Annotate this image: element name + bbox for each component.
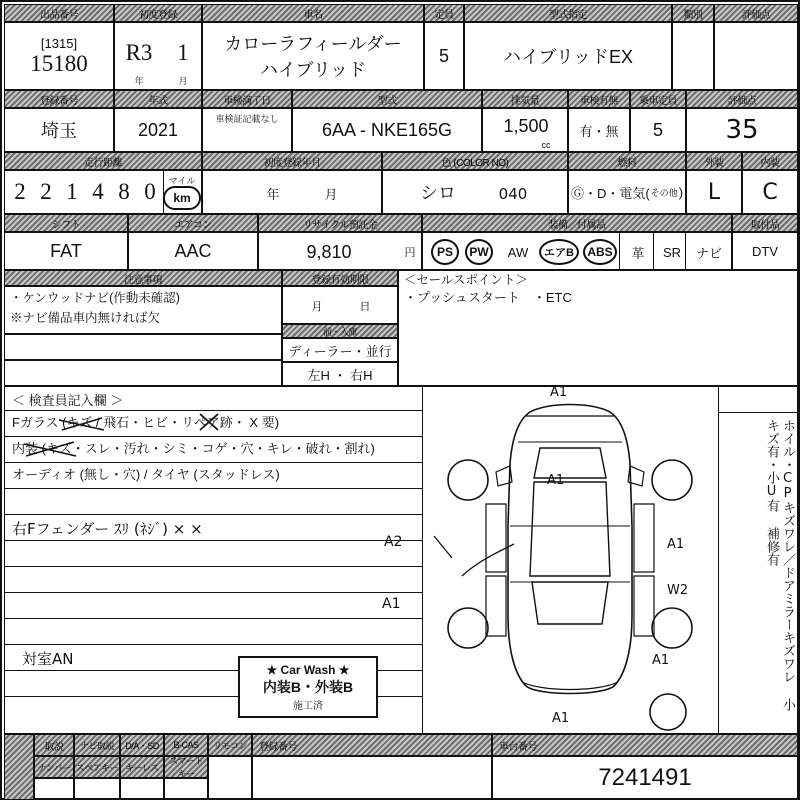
sales-point-header (398, 270, 798, 286)
header-first-registration: 初度登録 (114, 4, 202, 22)
mileage-digit-6: 0 (144, 179, 156, 204)
shift-cell: FAT (4, 232, 128, 270)
grade-cell: ハイブリッドEX (464, 22, 672, 90)
header-score: 評価点 (714, 4, 798, 22)
header-shift: シフト (4, 214, 128, 232)
color-cell (382, 170, 568, 214)
right-panel-text: ホイル・CPキズワレ／ドアミラーキズワレ 小キズ有・小U有 補修有 (764, 419, 795, 711)
mileage-digit-3: 1 (66, 179, 78, 204)
displacement-value: 1,500 (503, 115, 549, 136)
mileage-digit-5: 8 (118, 179, 130, 204)
header-import: 前・入庫 (282, 324, 398, 338)
class-cell (672, 22, 714, 90)
equip-aw: AW (507, 244, 529, 260)
header-seats: 定員 (424, 4, 464, 22)
interior-grade-cell: C (742, 170, 798, 214)
svg-text:A1: A1 (547, 473, 565, 488)
mileage-digit-4: 4 (92, 179, 104, 204)
lot-code: [1315] (40, 35, 78, 51)
footer-header-dasd: D/A・SD (120, 734, 164, 756)
header-recycle: リサイクル預託金 (258, 214, 422, 232)
mileage-digit-1: 2 (14, 179, 26, 204)
recycle-unit: 円 (404, 247, 416, 259)
car-wash-box (238, 656, 378, 718)
header-interior: 内装 (742, 152, 798, 170)
footer-remote-cell (208, 756, 252, 800)
header-notes: 注意事項 (4, 270, 282, 286)
inspector-handwritten-marks (4, 410, 422, 540)
aircon-cell: AAC (128, 232, 258, 270)
fuel-text: Ⓖ・D・電気( (570, 185, 650, 201)
fuel-other-label: その他 (650, 187, 678, 198)
svg-text:W2: W2 (667, 583, 689, 598)
era-value: R3 (125, 40, 153, 65)
inspector-line-1: Fガラス (キズ / 飛石・ヒビ・リペア跡・ X 要) (12, 415, 280, 430)
footer-stamp-box (4, 734, 34, 800)
right-notes-panel (718, 386, 798, 734)
first-reg-date-cell (202, 170, 382, 214)
svg-text:A1: A1 (667, 537, 685, 552)
header-lot-number: 出品番号 (4, 4, 114, 22)
inspector-hand-note-1: 右Fフェンダー ｽﾘ (ﾈｼﾞ) × × (12, 520, 203, 538)
fuel-close: ) (678, 184, 684, 200)
footer-registration-number-cell (252, 756, 492, 800)
year-cell: 2021 (114, 108, 202, 152)
footer-header-bcas: B-CAS (164, 734, 208, 756)
displacement-cell (482, 108, 568, 152)
equip-leather: 革 (631, 245, 645, 261)
footer-header-navi-manual: ナビ取説 (74, 734, 120, 756)
color-name: シロ (420, 183, 456, 203)
note-line-2: ※ナビ備品車内無ければ欠 (10, 311, 161, 325)
inspector-line-3: オーディオ (無し・穴) / タイヤ (スタッドレス) (12, 467, 280, 482)
right-panel-header (719, 387, 799, 413)
footer-blank-4 (164, 778, 208, 800)
inspector-hand-note-2: 対室AN (22, 650, 74, 668)
vehicle-damage-diagram (422, 386, 718, 734)
car-name-cell (202, 22, 424, 90)
footer-header-number-plate: ナンバー (34, 756, 74, 778)
equip-navi: ナビ (695, 245, 722, 261)
fuel-cell (568, 170, 686, 214)
inspector-header: ＜ 検査員記入欄 ＞ (12, 393, 124, 408)
header-shaken-date: 車検満了日 (202, 90, 292, 108)
exterior-grade-cell: L (686, 170, 742, 214)
lot-number: 15180 (30, 50, 88, 76)
sales-point-cell (398, 286, 798, 386)
reg-month-label: 月 (324, 186, 338, 202)
sales-point-line: ・プッシュスタート ・ETC (404, 290, 572, 305)
model-code-cell: 6AA - NKE165G (292, 108, 482, 152)
svg-text:A1: A1 (550, 386, 568, 400)
first-registration-cell (114, 22, 202, 90)
mileage-unit-mile: マイル (168, 175, 196, 186)
svg-text:A1: A1 (652, 653, 670, 668)
month-value: 1 (177, 40, 189, 65)
capacity-cell: 5 (630, 108, 686, 152)
equip-pw: PW (465, 239, 493, 265)
header-first-reg-date: 初度登録年月 (202, 152, 382, 170)
footer-header-smart-key: スマートキー (164, 756, 208, 778)
header-exterior: 外装 (686, 152, 742, 170)
notes-blank-row-1 (4, 334, 282, 360)
footer-header-keyless: キーレス (120, 756, 164, 778)
region-cell: 埼玉 (4, 108, 114, 152)
car-wash-title: ★ Car Wash ★ (266, 662, 350, 677)
color-number: 040 (498, 185, 528, 203)
header-region: 登録番号 (4, 90, 114, 108)
displacement-unit: cc (541, 140, 551, 150)
footer-blank-2 (74, 778, 120, 800)
diagram-mark-a1-left: A1 (382, 596, 401, 612)
car-name-line2: ハイブリッド (259, 60, 367, 80)
notes-cell (4, 286, 282, 334)
header-capacity: 乗車定員 (630, 90, 686, 108)
era-year-unit: 年 (134, 75, 144, 86)
header-mileage: 走行距離 (4, 152, 202, 170)
car-wash-grade: 内装B・外装B (262, 678, 354, 695)
mileage-digit-2: 2 (40, 179, 52, 204)
equip-abs: ABS (583, 239, 617, 265)
valid-day-label: 日 (359, 301, 371, 313)
import-option-2: 左H ・ 右H (282, 362, 398, 386)
attachment-cell: DTV (732, 232, 798, 270)
score-hand-cell: 35 (686, 108, 798, 152)
header-aircon: エアコン (128, 214, 258, 232)
header-displacement: 排気量 (482, 90, 568, 108)
header-score-2: 評価点 (686, 90, 798, 108)
inspector-line-2: 内装 (キズ・スレ・汚れ・シミ・コゲ・穴・キレ・破れ・割れ) (12, 441, 375, 456)
footer-header-spare-key: スペアキー (74, 756, 120, 778)
footer-blank-1 (34, 778, 74, 800)
diagram-mark-a2: A2 (384, 534, 403, 550)
mileage-unit-km: km (163, 186, 201, 210)
import-option-1: ディーラー・並行 (282, 338, 398, 362)
reg-year-label: 年 (266, 186, 280, 202)
recycle-cell (258, 232, 422, 270)
header-shaken: 車検有無 (568, 90, 630, 108)
footer-blank-3 (120, 778, 164, 800)
header-grade: 型式指定 (464, 4, 672, 22)
header-class: 類別 (672, 4, 714, 22)
sales-point-header-text: ＜セールスポイント＞ (404, 273, 528, 287)
valid-month-label: 月 (311, 301, 323, 313)
score-cell (714, 22, 798, 90)
lot-number-cell (4, 22, 114, 90)
footer-header-chassis-number: 車台番号 (492, 734, 798, 756)
valid-period-cell (282, 286, 398, 324)
equip-ps: PS (431, 239, 459, 265)
header-year: 年式 (114, 90, 202, 108)
shaken-note-cell: 車検証記載なし (202, 108, 292, 152)
footer-header-manual: 取説 (34, 734, 74, 756)
header-model-code: 型式 (292, 90, 482, 108)
header-color: 色 (COLOR NO) (382, 152, 568, 170)
footer-chassis-number-cell: 7241491 (492, 756, 798, 800)
seats-cell: 5 (424, 22, 464, 90)
equipment-cell (422, 232, 732, 270)
notes-blank-row-2 (4, 360, 282, 386)
note-line-1: ・ケンウッドナビ(作動未確認) (10, 291, 180, 305)
footer-header-remote: リモコン (208, 734, 252, 756)
car-wash-sub: 施工済 (293, 700, 323, 712)
car-name-line1: カローラフィールダー (224, 34, 402, 54)
equip-airbag: エアB (539, 239, 579, 265)
equip-sunroof: SR (662, 244, 682, 260)
mileage-cell (4, 170, 202, 214)
header-attachment: 取付品 (732, 214, 798, 232)
header-car-name: 車名 (202, 4, 424, 22)
footer-header-registration-number: 登録番号 (252, 734, 492, 756)
header-equipment: 装備／付属品 (422, 214, 732, 232)
month-unit: 月 (178, 75, 188, 86)
header-valid-period: 登録有効期限 (282, 270, 398, 286)
header-fuel: 燃料 (568, 152, 686, 170)
shaken-cell: 有・無 (568, 108, 630, 152)
svg-text:A1: A1 (552, 711, 570, 726)
recycle-value: 9,810 (306, 241, 352, 262)
